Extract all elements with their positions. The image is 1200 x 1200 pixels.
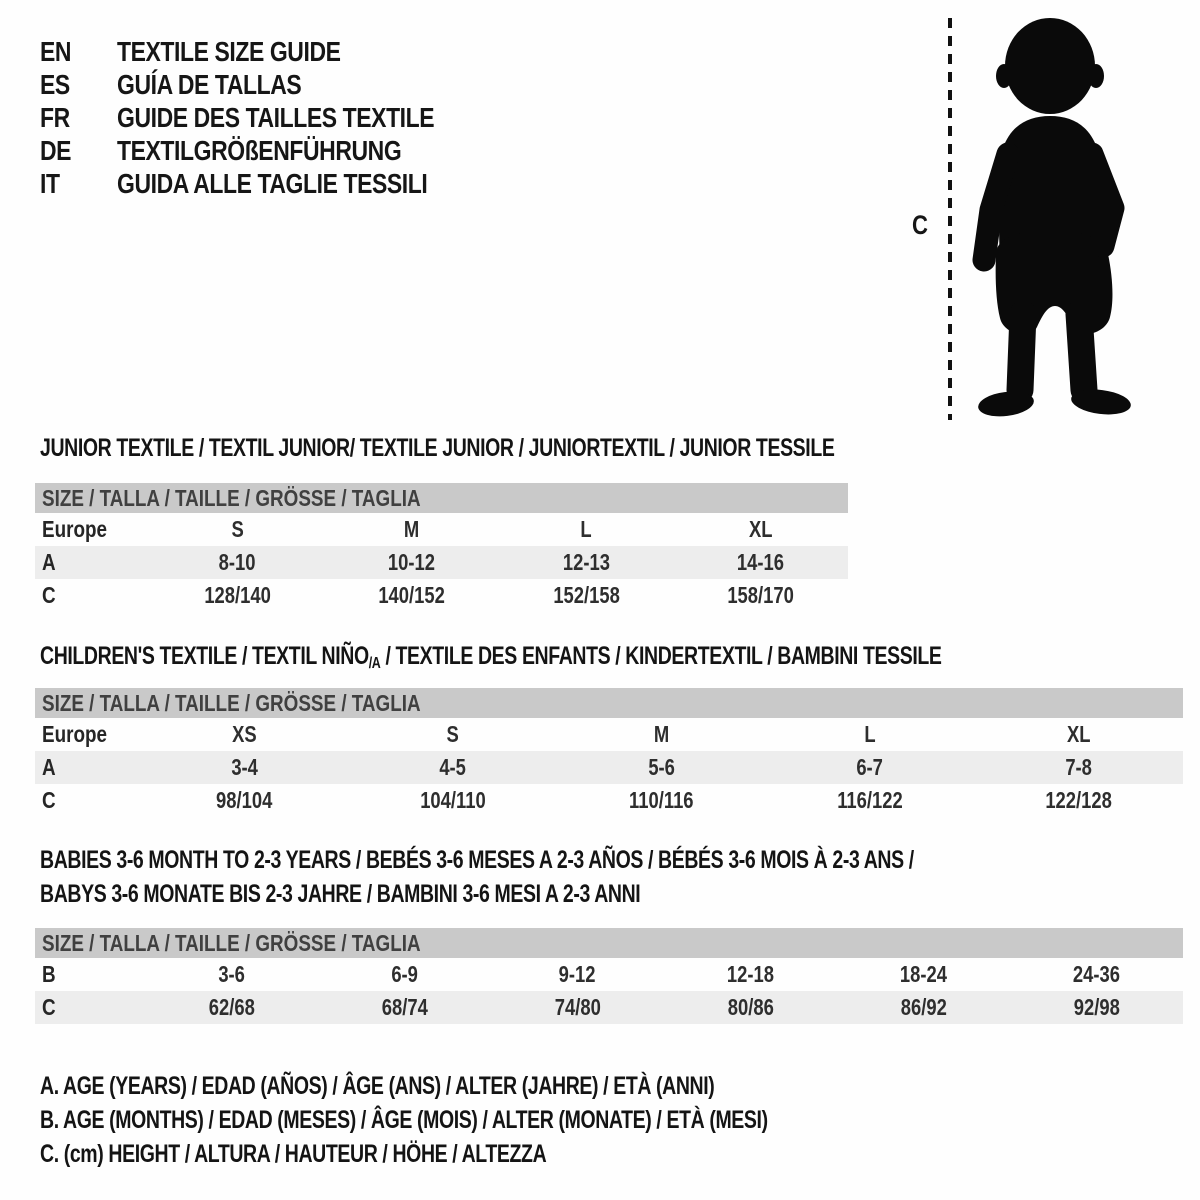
- cell: [35, 688, 1183, 718]
- size-value: 140/152: [378, 582, 445, 608]
- cell: [499, 546, 674, 579]
- cell: [766, 718, 975, 751]
- cell: [35, 513, 150, 546]
- children-heading-sub: /A: [368, 655, 381, 672]
- size-value: M: [653, 721, 670, 747]
- cell: [318, 958, 491, 991]
- row-label: A: [42, 549, 56, 575]
- cell: [837, 991, 1010, 1024]
- cell: [35, 579, 150, 612]
- language-code: ES: [40, 69, 70, 100]
- row-label: B: [42, 961, 56, 987]
- table-row: [35, 718, 1183, 751]
- size-header-label: SIZE / TALLA / TAILLE / GRÖSSE / TAGLIA: [42, 484, 421, 511]
- cell: [35, 751, 140, 784]
- junior-size-table: [35, 483, 848, 612]
- cell: [35, 991, 145, 1024]
- size-value: L: [580, 516, 592, 542]
- size-value: 9-12: [559, 961, 596, 987]
- cell: [974, 718, 1183, 751]
- cell: [1010, 958, 1183, 991]
- cell: [664, 958, 837, 991]
- cell: [837, 958, 1010, 991]
- cell: [35, 483, 848, 513]
- size-value: 74/80: [554, 994, 601, 1020]
- toddler-silhouette: [977, 18, 1132, 419]
- legend-line-c: C. (cm) HEIGHT / ALTURA / HAUTEUR / HÖHE / ALTEZZA: [40, 1140, 547, 1168]
- language-title: GUIDA ALLE TAGLIE TESSILI: [117, 168, 428, 199]
- cell: [145, 991, 318, 1024]
- table-row: [35, 751, 1183, 784]
- size-value: S: [446, 721, 460, 747]
- cell: [766, 784, 975, 817]
- cell: [150, 513, 325, 546]
- children-heading-rest: / TEXTILE DES ENFANTS / KINDERTEXTIL / BAMBINI TESSILE: [380, 642, 942, 670]
- cell: [557, 751, 766, 784]
- cell: [674, 546, 849, 579]
- cell: [325, 579, 500, 612]
- cell: [318, 991, 491, 1024]
- size-value: 122/128: [1045, 787, 1112, 813]
- language-title: TEXTILGRÖßENFÜHRUNG: [117, 135, 402, 166]
- language-row-fr: [40, 102, 660, 135]
- cell: [664, 991, 837, 1024]
- cell: [349, 718, 558, 751]
- size-value: 6-9: [391, 961, 418, 987]
- cell: [140, 718, 349, 751]
- size-value: 152/158: [552, 582, 620, 608]
- size-value: 104/110: [420, 787, 486, 813]
- toddler-silhouette-figure: [900, 12, 1160, 424]
- language-row-it: [40, 168, 660, 201]
- babies-size-table: [35, 928, 1183, 1024]
- size-value: M: [404, 516, 420, 542]
- size-header-label: SIZE / TALLA / TAILLE / GRÖSSE / TAGLIA: [42, 689, 421, 716]
- table-row: [35, 513, 848, 546]
- size-value: 4-5: [439, 754, 467, 780]
- size-value: 7-8: [1065, 754, 1092, 780]
- cell: [35, 958, 145, 991]
- table-row: [35, 958, 1183, 991]
- height-marker-label: C: [912, 210, 928, 240]
- language-code: EN: [40, 36, 72, 67]
- cell: [557, 784, 766, 817]
- size-value: 116/122: [837, 787, 903, 813]
- size-value: 80/86: [727, 994, 774, 1020]
- cell: [1010, 991, 1183, 1024]
- size-value: XS: [232, 721, 257, 747]
- cell: [349, 784, 558, 817]
- size-value: 110/116: [629, 787, 694, 813]
- cell: [150, 546, 325, 579]
- size-value: 18-24: [899, 961, 948, 987]
- table-header-row: [35, 688, 1183, 718]
- cell: [349, 751, 558, 784]
- size-value: 12-13: [562, 549, 610, 575]
- table-row: [35, 991, 1183, 1024]
- size-value: 5-6: [648, 754, 675, 780]
- cell: [974, 751, 1183, 784]
- size-value: 3-4: [230, 754, 258, 780]
- size-value: 158/170: [727, 582, 794, 608]
- cell: [499, 579, 674, 612]
- row-label: C: [42, 582, 56, 608]
- legend-line-a: A. AGE (YEARS) / EDAD (AÑOS) / ÂGE (ANS) / ALTER (JAHRE) / ETÀ (ANNI): [40, 1072, 715, 1100]
- size-value: 86/92: [900, 994, 947, 1020]
- cell: [674, 513, 849, 546]
- row-label: C: [42, 787, 56, 813]
- cell: [766, 751, 975, 784]
- language-title: GUIDE DES TAILLES TEXTILE: [117, 102, 435, 133]
- size-value: 98/104: [216, 787, 273, 813]
- size-value: 68/74: [381, 994, 428, 1020]
- size-value: 62/68: [208, 994, 255, 1020]
- cell: [35, 928, 1183, 958]
- cell: [150, 579, 325, 612]
- babies-section-heading-line1: BABIES 3-6 MONTH TO 2-3 YEARS / BEBÉS 3-6 MESES A 2-3 AÑOS / BÉBÉS 3-6 MOIS À 2-3 ANS /: [40, 846, 914, 874]
- cell: [325, 513, 500, 546]
- row-label: C: [42, 994, 56, 1020]
- cell: [325, 546, 500, 579]
- children-size-table: [35, 688, 1183, 817]
- row-label: Europe: [42, 721, 107, 747]
- size-value: 14-16: [737, 549, 785, 575]
- cell: [974, 784, 1183, 817]
- table-header-row: [35, 483, 848, 513]
- children-heading-main: CHILDREN'S TEXTILE / TEXTIL NIÑO: [40, 642, 369, 670]
- table-row: [35, 546, 848, 579]
- language-row-es: [40, 69, 660, 102]
- cell: [557, 718, 766, 751]
- children-section-heading: [40, 642, 942, 671]
- row-label: A: [42, 754, 56, 780]
- cell: [674, 579, 849, 612]
- cell: [35, 546, 150, 579]
- row-label: Europe: [42, 516, 107, 542]
- language-code: DE: [40, 135, 72, 166]
- language-code: IT: [40, 168, 60, 199]
- size-value: 10-12: [388, 549, 436, 575]
- size-value: L: [864, 721, 876, 747]
- cell: [491, 958, 664, 991]
- size-value: 8-10: [218, 549, 256, 575]
- size-value: XL: [748, 516, 773, 542]
- size-value: S: [231, 516, 244, 542]
- legend-line-b: B. AGE (MONTHS) / EDAD (MESES) / ÂGE (MOIS) / ALTER (MONATE) / ETÀ (MESI): [40, 1106, 768, 1134]
- size-value: 6-7: [856, 754, 884, 780]
- language-title: TEXTILE SIZE GUIDE: [117, 36, 341, 67]
- language-row-de: [40, 135, 660, 168]
- cell: [140, 784, 349, 817]
- cell: [499, 513, 674, 546]
- babies-section-heading-line2: BABYS 3-6 MONATE BIS 2-3 JAHRE / BAMBINI 3-6 MESI A 2-3 ANNI: [40, 880, 641, 908]
- size-value: 24-36: [1072, 961, 1121, 987]
- language-code: FR: [40, 102, 70, 133]
- table-header-row: [35, 928, 1183, 958]
- size-value: 128/140: [203, 582, 271, 608]
- junior-section-heading: JUNIOR TEXTILE / TEXTIL JUNIOR/ TEXTILE JUNIOR / JUNIORTEXTIL / JUNIOR TESSILE: [40, 434, 835, 462]
- size-value: 3-6: [218, 961, 245, 987]
- cell: [491, 991, 664, 1024]
- size-value: 12-18: [726, 961, 775, 987]
- table-row: [35, 784, 1183, 817]
- language-title: GUÍA DE TALLAS: [117, 69, 302, 100]
- language-row-en: [40, 36, 660, 69]
- language-title-list: [40, 36, 660, 201]
- size-value: XL: [1066, 721, 1091, 747]
- cell: [35, 784, 140, 817]
- cell: [140, 751, 349, 784]
- size-value: 92/98: [1073, 994, 1120, 1020]
- size-header-label: SIZE / TALLA / TAILLE / GRÖSSE / TAGLIA: [42, 929, 421, 956]
- cell: [35, 718, 140, 751]
- table-row: [35, 579, 848, 612]
- cell: [145, 958, 318, 991]
